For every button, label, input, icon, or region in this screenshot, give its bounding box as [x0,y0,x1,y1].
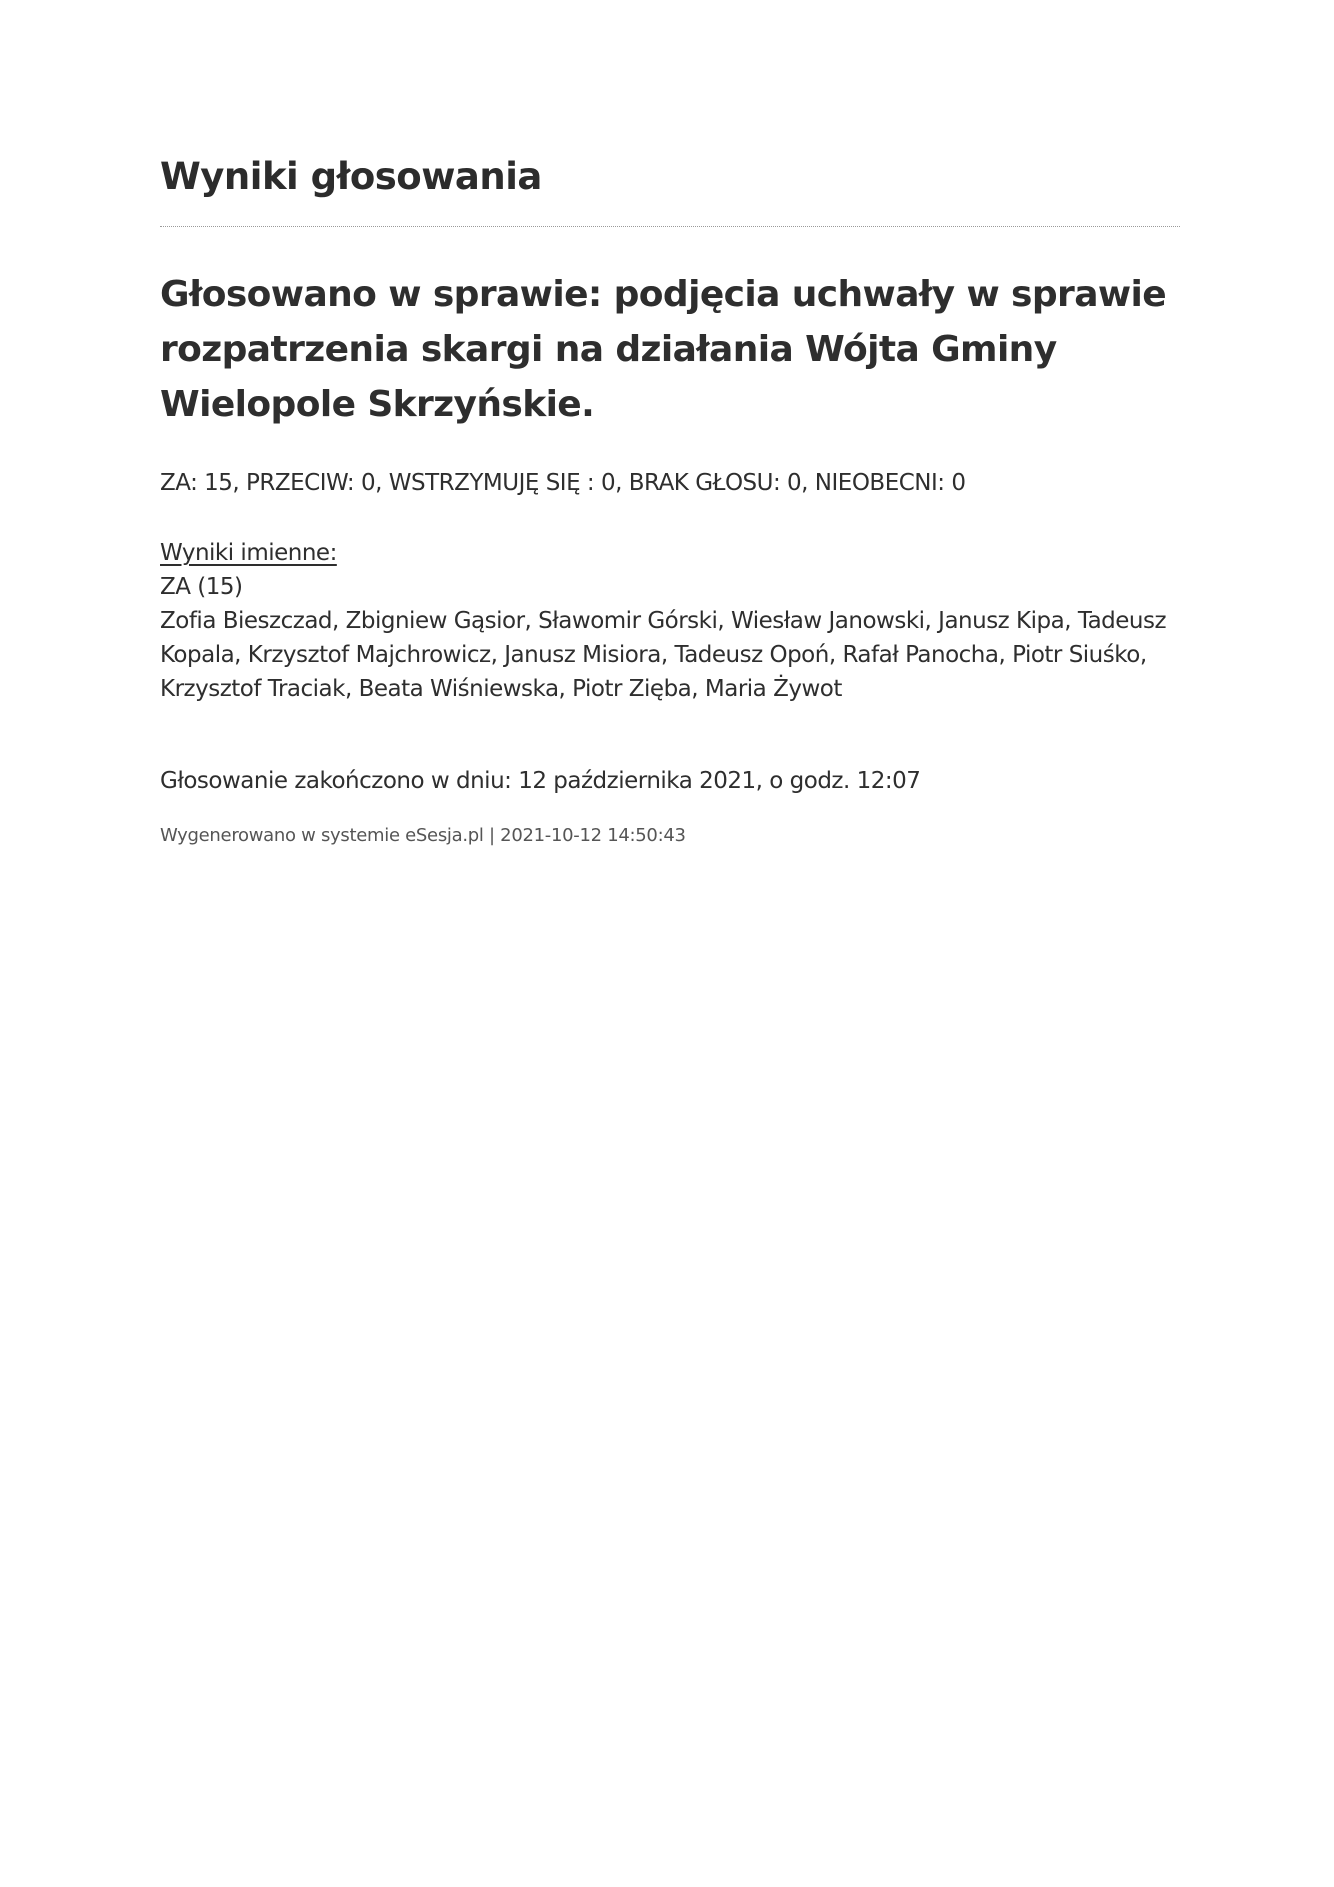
vote-closed-at: Głosowanie zakończono w dniu: 12 października 2021, o godz. 12:07 [160,768,921,794]
page-title: Wyniki głosowania [160,155,542,198]
title-divider [160,226,1180,227]
named-results-group-label: ZA (15) [160,574,243,600]
vote-subject: Głosowano w sprawie: podjęcia uchwały w sprawie rozpatrzenia skargi na działania Wójta Gminy Wielopole Skrzyńskie. [160,274,1167,425]
document-content [160,150,1190,850]
named-results-names: Zofia Bieszczad, Zbigniew Gąsior, Sławomir Górski, Wiesław Janowski, Janusz Kipa, Tadeusz Kopala, Krzysztof Majchrowicz, Janusz Misiora, Tadeusz Opoń, Rafał Panocha, Piotr Siuśko, Krzysztof Traciak, Beata Wiśniewska, Piotr Zięba, Maria Żywot [160,608,1167,702]
vote-counts: ZA: 15, PRZECIW: 0, WSTRZYMUJĘ SIĘ : 0, BRAK GŁOSU: 0, NIEOBECNI: 0 [160,470,966,496]
generated-footer: Wygenerowano w systemie eSesja.pl | 2021-10-12 14:50:43 [160,825,686,846]
named-results-heading: Wyniki imienne: [160,540,337,566]
named-results [160,536,1190,706]
